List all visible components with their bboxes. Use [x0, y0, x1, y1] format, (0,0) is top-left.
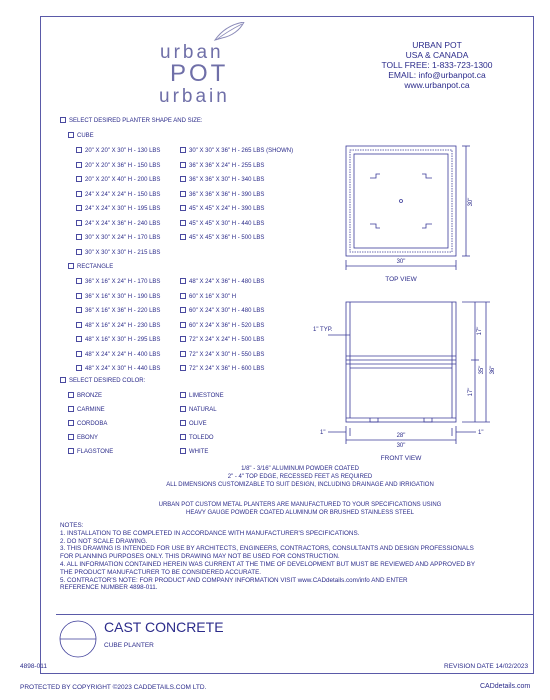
option-label: NATURAL [189, 407, 217, 413]
region: USA & CANADA [405, 50, 469, 60]
option-item [76, 351, 160, 359]
dim-1-right: 1" [478, 430, 484, 436]
note-line: 5. CONTRACTOR'S NOTE: FOR PRODUCT AND COMPANY INFORMATION VISIT www.CADdetails.com/info AND ENTER [60, 576, 408, 584]
dim-1-left: 1" [320, 430, 326, 436]
option-label: FLAGSTONE [77, 449, 114, 455]
dim-36: 36" [490, 365, 496, 375]
drawing-subtitle: CUBE PLANTER [104, 642, 154, 649]
option-item [76, 147, 160, 155]
option-label: WHITE [189, 449, 209, 455]
note-line: REFERENCE NUMBER 4898-011. [60, 584, 158, 592]
color-heading: SELECT DESIRED COLOR: [60, 377, 145, 385]
checkbox[interactable] [76, 322, 82, 328]
option-item [180, 420, 207, 428]
checkbox[interactable] [180, 336, 186, 342]
option-label: 36" X 16" X 24" H - 170 LBS [85, 279, 161, 285]
checkbox[interactable] [68, 406, 74, 412]
contact-block [352, 40, 522, 90]
option-item [180, 336, 264, 344]
drain-hole [400, 200, 403, 203]
top-view-outer [346, 146, 456, 256]
option-label: LIMESTONE [189, 393, 224, 399]
option-item [180, 278, 264, 286]
company-name: URBAN POT [412, 40, 462, 50]
checkbox[interactable] [76, 205, 82, 211]
option-label: 48" X 24" X 24" H - 400 LBS [85, 351, 161, 358]
option-item [180, 392, 224, 400]
checkbox[interactable] [180, 162, 186, 168]
option-item [180, 234, 264, 242]
checkbox[interactable] [180, 147, 186, 153]
planter-drawing [300, 130, 530, 470]
checkbox[interactable] [68, 392, 74, 398]
checkbox[interactable] [76, 278, 82, 284]
notes-block [60, 522, 475, 592]
dim-30-bottom: 30" [396, 443, 406, 449]
option-item [68, 434, 98, 442]
checkbox[interactable] [76, 220, 82, 226]
checkbox[interactable] [68, 448, 74, 454]
checkbox[interactable] [76, 176, 82, 182]
checkbox[interactable] [76, 249, 82, 255]
checkbox[interactable] [180, 205, 186, 211]
option-label: 36" X 16" X 30" H - 190 LBS [85, 293, 161, 300]
checkbox[interactable] [180, 420, 186, 426]
checkbox[interactable] [180, 191, 186, 197]
checkbox[interactable] [180, 234, 186, 240]
option-label: 30" X 30" X 36" H - 265 LBS (SHOWN) [189, 148, 294, 154]
checkbox[interactable] [180, 351, 186, 357]
cube-option: CUBE [68, 132, 94, 140]
option-label: 36" X 36" X 30" H - 340 LBS [189, 177, 265, 183]
option-label: 48" X 24" X 30" H - 440 LBS [85, 366, 161, 372]
foot-marker [370, 418, 378, 422]
dim-35: 35" [479, 365, 485, 375]
option-item [180, 220, 264, 228]
dim-17-lower: 17" [468, 387, 474, 397]
revision-date: REVISION DATE 14/02/2023 [444, 663, 529, 670]
option-item [68, 406, 105, 414]
checkbox[interactable] [180, 448, 186, 454]
phone: TOLL FREE: 1-833-723-1300 [381, 60, 493, 70]
website[interactable]: www.urbanpot.ca [404, 80, 470, 90]
option-item [68, 448, 113, 456]
foot-marker [422, 174, 432, 178]
option-label: 60" X 16" X 30" H [189, 293, 237, 300]
checkbox[interactable] [180, 434, 186, 440]
option-item [180, 176, 264, 184]
option-item [76, 176, 160, 184]
note-line: THE PRODUCT MANUFACTURER TO BE CONSIDERED ACCURATE. [60, 568, 262, 576]
checkbox[interactable] [180, 307, 186, 313]
option-label: 72" X 24" X 24" H - 500 LBS [189, 337, 265, 343]
option-label: 36" X 36" X 24" H - 255 LBS [189, 162, 265, 169]
dim-28: 28" [396, 433, 406, 439]
option-item [180, 365, 264, 373]
option-item [180, 191, 264, 199]
option-item [180, 351, 264, 359]
option-item [76, 336, 160, 344]
logo-line-2: POT [170, 60, 229, 87]
option-label: 20" X 20" X 36" H - 150 LBS [85, 162, 161, 169]
option-label: 20" X 20" X 40" H - 200 LBS [85, 177, 161, 183]
note-line: 3. THIS DRAWING IS INTENDED FOR USE BY ARCHITECTS, ENGINEERS, CONTRACTORS, CONSULTANTS AND DESIGN PROFESSIONALS [60, 545, 474, 553]
option-label: 48" X 16" X 24" H - 230 LBS [85, 322, 161, 329]
checkbox[interactable] [76, 147, 82, 153]
checkbox[interactable] [76, 162, 82, 168]
option-item [180, 307, 264, 315]
option-label: BRONZE [77, 393, 103, 399]
option-label: 48" X 16" X 30" H - 295 LBS [85, 337, 161, 343]
front-view-label: FRONT VIEW [380, 455, 422, 462]
option-item [180, 162, 264, 170]
option-label: 36" X 36" X 36" H - 390 LBS [189, 191, 265, 198]
option-label: 72" X 24" X 36" H - 600 LBS [189, 366, 265, 372]
checkbox[interactable] [68, 263, 74, 269]
option-item [180, 205, 264, 213]
checkbox[interactable] [76, 307, 82, 313]
checkbox[interactable] [180, 278, 186, 284]
option-label: 24" X 24" X 36" H - 240 LBS [85, 220, 161, 227]
detail-bubble-icon [58, 619, 98, 659]
checkbox[interactable] [60, 117, 66, 123]
checkbox[interactable] [180, 220, 186, 226]
urban-pot-logo [158, 30, 248, 110]
reference-number: 4898-011 [20, 663, 47, 670]
option-label: 45" X 45" X 36" H - 500 LBS [189, 235, 265, 241]
dim-top-depth: 30" [468, 197, 474, 207]
shape-heading: SELECT DESIRED PLANTER SHAPE AND SIZE: [60, 117, 203, 125]
checkbox[interactable] [76, 234, 82, 240]
checkbox[interactable] [180, 365, 186, 371]
option-label: TOLEDO [189, 435, 214, 441]
checkbox[interactable] [68, 420, 74, 426]
foot-marker [370, 224, 380, 228]
brand[interactable]: CADdetails.com [480, 683, 531, 690]
checkbox[interactable] [76, 336, 82, 342]
option-label: OLIVE [189, 421, 207, 427]
option-label: 30" X 30" X 24" H - 170 LBS [85, 235, 161, 241]
dim-top-width: 30" [396, 259, 406, 265]
spec-line: 1/8" - 3/16" ALUMINUM POWDER COATED [241, 466, 359, 472]
note-line: 4. ALL INFORMATION CONTAINED HEREIN WAS CURRENT AT THE TIME OF DEVELOPMENT BUT MUST BE REVIEWED AND APPROVED BY [60, 560, 476, 568]
spec-line: HEAVY GAUGE POWDER COATED ALUMINUM OR BRUSHED STAINLESS STEEL [186, 510, 414, 516]
dim-typ: 1" TYP. [313, 327, 333, 333]
note-line: 1. INSTALLATION TO BE COMPLETED IN ACCORDANCE WITH MANUFACTURER'S SPECIFICATIONS. [60, 529, 360, 537]
option-item [76, 307, 160, 315]
logo-line-3: urbain [159, 86, 230, 107]
logo-line-1: urban [160, 42, 224, 63]
note-line: FOR PLANNING PURPOSES ONLY. THIS DRAWING MAY NOT BE USED FOR CONSTRUCTION. [60, 553, 340, 561]
option-item [76, 234, 160, 242]
spec-line: URBAN POT CUSTOM METAL PLANTERS ARE MANUFACTURED TO YOUR SPECIFICATIONS USING [158, 502, 442, 508]
foot-marker [422, 224, 432, 228]
option-label: 24" X 24" X 30" H - 195 LBS [85, 206, 161, 212]
checkbox[interactable] [76, 293, 82, 299]
option-item [180, 293, 236, 301]
checkbox[interactable] [60, 377, 66, 383]
option-item [180, 322, 264, 330]
option-item [76, 322, 160, 330]
checkbox[interactable] [76, 191, 82, 197]
option-label: 45" X 45" X 30" H - 440 LBS [189, 220, 265, 227]
option-item [68, 420, 107, 428]
option-label: 20" X 20" X 30" H - 130 LBS [85, 148, 161, 154]
option-label: 60" X 24" X 30" H - 480 LBS [189, 308, 265, 314]
option-item [68, 392, 102, 400]
option-item [76, 365, 160, 373]
checkbox[interactable] [180, 293, 186, 299]
foot-marker [370, 174, 380, 178]
front-view-outer [346, 302, 456, 422]
option-label: 30" X 30" X 30" H - 215 LBS [85, 249, 161, 256]
foot-marker [424, 418, 432, 422]
option-label: 45" X 45" X 24" H - 390 LBS [189, 206, 265, 212]
option-label: 24" X 24" X 24" H - 150 LBS [85, 191, 161, 198]
option-item [76, 205, 160, 213]
checkbox[interactable] [76, 365, 82, 371]
checkbox[interactable] [180, 406, 186, 412]
title-block [56, 614, 534, 661]
option-item [180, 147, 293, 155]
checkbox[interactable] [180, 322, 186, 328]
option-item [76, 162, 160, 170]
checkbox[interactable] [180, 392, 186, 398]
dim-17-upper: 17" [477, 326, 483, 336]
email[interactable]: EMAIL: info@urbanpot.ca [388, 70, 486, 80]
checkbox[interactable] [68, 434, 74, 440]
option-label: 48" X 24" X 36" H - 480 LBS [189, 279, 265, 285]
option-item [76, 293, 160, 301]
option-item [180, 448, 208, 456]
option-item [76, 220, 160, 228]
option-label: CORDOBA [77, 421, 108, 427]
note-line: 2. DO NOT SCALE DRAWING. [60, 537, 148, 545]
option-label: 36" X 16" X 36" H - 220 LBS [85, 308, 161, 314]
leaf-icon [210, 22, 300, 42]
drawing-title: CAST CONCRETE [104, 619, 224, 635]
option-label: 72" X 24" X 30" H - 550 LBS [189, 351, 265, 358]
option-item [76, 191, 160, 199]
option-label: 60" X 24" X 36" H - 520 LBS [189, 322, 265, 329]
checkbox[interactable] [68, 132, 74, 138]
notes-heading: NOTES: [60, 522, 84, 529]
copyright: PROTECTED BY COPYRIGHT ©2023 CADDETAILS.COM LTD. [20, 684, 207, 691]
spec-line: 2" - 4" TOP EDGE, RECESSED FEET AS REQUIRED [227, 474, 373, 480]
option-item [76, 249, 160, 257]
option-label: EBONY [77, 435, 99, 441]
rectangle-option: RECTANGLE [68, 263, 113, 271]
checkbox[interactable] [76, 351, 82, 357]
top-view-label: TOP VIEW [385, 276, 417, 283]
option-item [180, 406, 217, 414]
option-item [76, 278, 160, 286]
checkbox[interactable] [180, 176, 186, 182]
option-item [180, 434, 214, 442]
spec-line: ALL DIMENSIONS CUSTOMIZABLE TO SUIT DESIGN, INCLUDING DRAINAGE AND IRRIGATION [166, 482, 434, 488]
option-label: CARMINE [77, 407, 105, 413]
